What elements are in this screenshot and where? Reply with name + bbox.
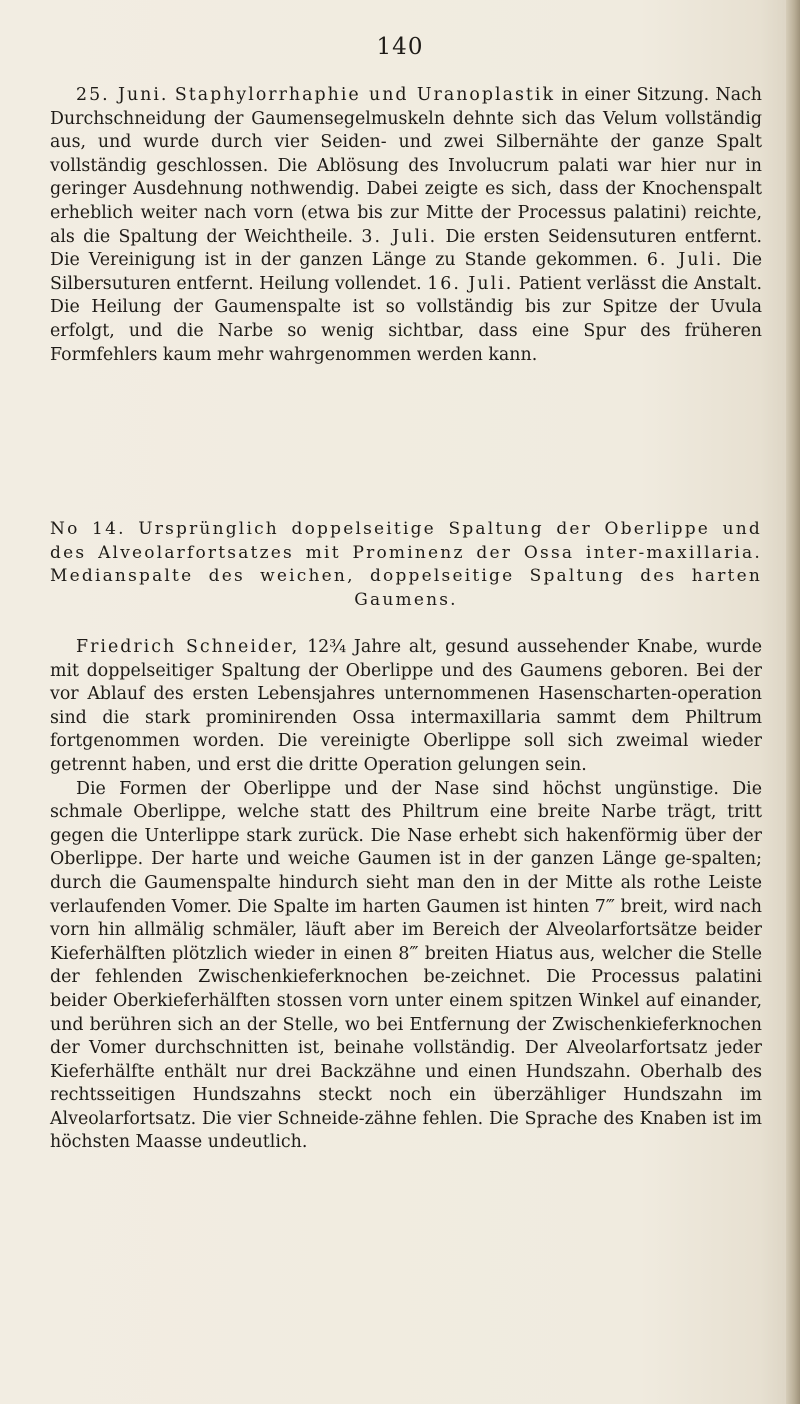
entry-text: Die ersten Seidensuturen entfernt. Die Vereinigung ist in der ganzen Länge zu Stande gekommen.: [50, 226, 763, 271]
entry-date: 3. Juli.: [361, 226, 438, 247]
entry-text: Patient verlässt die Anstalt. Die Heilung der Gaumenspalte ist so vollständig bis zur Spitze der Uvula erfolgt, und die Narbe so wenig sichtbar, dass eine Spur des früheren Formfehlers kaum mehr wahrgenommen werden kann.: [50, 273, 762, 365]
case-14-heading: [50, 518, 762, 612]
procedure-name: Staphylorrhaphie und Uranoplastik: [174, 85, 555, 105]
page-number: 140: [376, 34, 424, 60]
case-paragraph-2: Die Formen der Oberlippe und der Nase sind höchst ungünstige. Die schmale Oberlippe, welche statt des Philtrum eine breite Narbe trägt, tritt gegen die Unterlippe stark zurück. Die Nase erhebt sich hakenförmig über der Oberlippe. Der harte und weiche Gaumen ist in der ganzen Länge ge-spalten; durch die Gaumenspalte hindurch sieht man den in der Mitte als rothe Leiste verlaufenden Vomer. Die Spalte im harten Gaumen ist hinten 7‴ breit, wird nach vorn hin allmälig schmäler, läuft aber im Bereich der Alveolarfortsätze beider Kieferhälften plötzlich wieder in einen 8‴ breiten Hiatus aus, welcher die Stelle der fehlenden Zwischenkieferknochen be-zeichnet. Die Processus palatini beider Oberkieferhälften stossen vorn unter einem spitzen Winkel auf einander, und berühren sich an der Stelle, wo bei Entfernung der Zwischenkieferknochen der Vomer durchschnitten ist, beinahe vollständig. Der Alveolarfortsatz jeder Kieferhälfte enthält nur drei Backzähne und einen Hundszahn. Oberhalb des rechtsseitigen Hundszahns steckt noch ein überzähliger Hundszahn im Alveolarfortsatz. Die vier Schneide-zähne fehlen. Die Sprache des Knaben ist im höchsten Maasse undeutlich.: [50, 778, 762, 1153]
entry-paragraph: [50, 84, 762, 367]
entry-date: 16. Juli.: [427, 273, 514, 294]
entry-text: Die Silbersuturen entfernt. Heilung vollendet.: [50, 250, 762, 294]
entry-text: in einer Sitzung. Nach Durchschneidung der Gaumensegelmuskeln dehnte sich das Velum vollständig aus, und wurde durch vier Seiden- und zwei Silbernähte der ganze Spalt vollständig geschlossen. Die Ablösung des Involucrum palati war hier nur in geringer Ausdehnung nothwendig. Dabei zeigte es sich, dass der Knochenspalt erheblich weiter nach vorn (etwa bis zur Mitte der Processus palatini) reichte, als die Spaltung der Weichtheile.: [50, 85, 763, 247]
case-text: 12¾ Jahre alt, gesund aussehender Knabe, wurde mit doppelseitiger Spaltung der Oberlippe und des Gaumens geboren. Bei der vor Ablauf des ersten Lebensjahres unternommenen Hasenscharten-operation sind die stark prominirenden Ossa intermaxillaria sammt dem Philtrum fortgenommen worden. Die vereinigte Oberlippe soll sich zweimal wieder getrennt haben, und erst die dritte Operation gelungen sein.: [50, 637, 762, 775]
entry-date: 25. Juni.: [76, 85, 169, 105]
case-14-body: [50, 636, 762, 1155]
patient-name: Friedrich Schneider,: [76, 637, 300, 657]
entry-date: 6. Juli.: [646, 250, 724, 271]
case-paragraph-1: [50, 636, 762, 778]
entry-25-june: [50, 84, 762, 367]
case-heading-text: No 14. Ursprünglich doppelseitige Spaltung der Oberlippe und des Alveolarfortsatzes mit Prominenz der Ossa inter-maxillaria. Medianspalte des weichen, doppelseitige Spaltung des harten Gaumens.: [50, 519, 762, 610]
book-spine-edge: [786, 0, 800, 1404]
